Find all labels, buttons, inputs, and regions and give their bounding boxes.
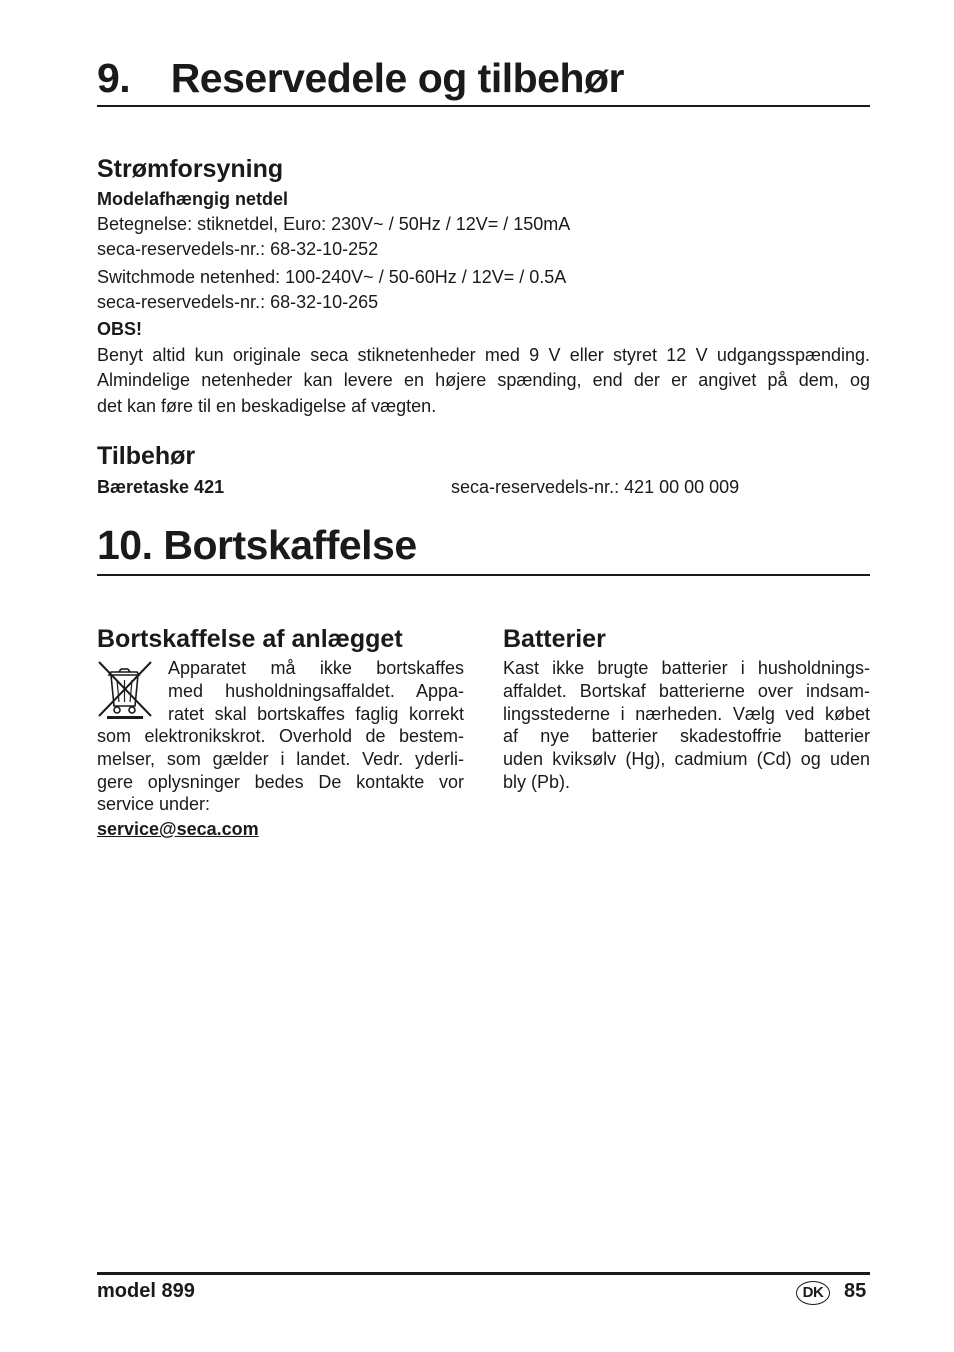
device-line-1: Apparatet må ikke bortskaffes [168, 658, 464, 678]
accessory-item-part-number: seca-reservedels-nr.: 421 00 00 009 [451, 477, 740, 497]
note-line-1: Benyt altid kun originale seca stiknetenheder med 9 V eller styret 12 V udgangsspænding. [97, 345, 870, 365]
section-10-title: 10. Bortskaffelse [97, 522, 417, 568]
language-badge: DK [796, 1281, 830, 1305]
section-9-rule [97, 105, 870, 107]
batteries-line-3: lingsstederne i nærheden. Vælg ved købet [503, 703, 870, 724]
device-disposal-heading: Bortskaffelse af anlægget [97, 625, 403, 653]
device-line-6: gere oplysninger bedes De kontakte vor [97, 771, 464, 792]
power-line-4: seca-reservedels-nr.: 68-32-10-265 [97, 292, 379, 312]
power-supply-subheading: Modelafhængig netdel [97, 189, 288, 209]
device-line-3: ratet skal bortskaffes faglig korrekt [168, 703, 464, 724]
power-line-2: seca-reservedels-nr.: 68-32-10-252 [97, 239, 379, 259]
device-disposal-text [97, 725, 464, 816]
batteries-line-4: af nye batterier skadestoffrie batterier [503, 726, 870, 747]
note-paragraph [97, 343, 870, 419]
accessories-heading: Tilbehør [97, 442, 196, 470]
section-10-rule [97, 574, 870, 576]
crossed-out-wheelie-bin-icon [97, 660, 153, 720]
note-label: OBS! [97, 319, 142, 339]
batteries-heading: Batterier [503, 625, 606, 653]
section-9-title: 9. Reservedele og tilbehør [97, 55, 625, 101]
device-line-7: service under: [97, 794, 211, 815]
batteries-text [503, 657, 870, 794]
device-disposal-wrapped-text [168, 657, 464, 725]
accessory-item-name: Bæretaske 421 [97, 477, 225, 497]
page-number: 85 [844, 1280, 867, 1302]
footer-rule [97, 1272, 870, 1275]
device-line-2: med husholdningsaffaldet. Appa- [168, 680, 464, 701]
note-line-3: det kan føre til en beskadigelse af vægten. [97, 395, 437, 416]
device-line-5: melser, som gælder i landet. Vedr. yderli- [97, 748, 464, 769]
service-email-link[interactable]: service@seca.com [97, 819, 259, 839]
batteries-line-5: uden kviksølv (Hg), cadmium (Cd) og uden [503, 749, 870, 770]
device-line-4: som elektronikskrot. Overhold de bestem- [97, 726, 464, 746]
power-line-1: Betegnelse: stiknetdel, Euro: 230V~ / 50Hz / 12V= / 150mA [97, 214, 571, 234]
power-line-3: Switchmode netenhed: 100-240V~ / 50-60Hz / 12V= / 0.5A [97, 267, 567, 287]
power-supply-heading: Strømforsyning [97, 155, 284, 183]
note-line-2: Almindelige netenheder kan levere en højere spænding, end der er angivet på dem, og [97, 370, 870, 391]
batteries-line-6: bly (Pb). [503, 771, 571, 792]
footer-model: model 899 [97, 1280, 195, 1302]
batteries-line-1: Kast ikke brugte batterier i husholdnings- [503, 658, 870, 678]
batteries-line-2: affaldet. Bortskaf batterierne over indsam- [503, 680, 870, 701]
